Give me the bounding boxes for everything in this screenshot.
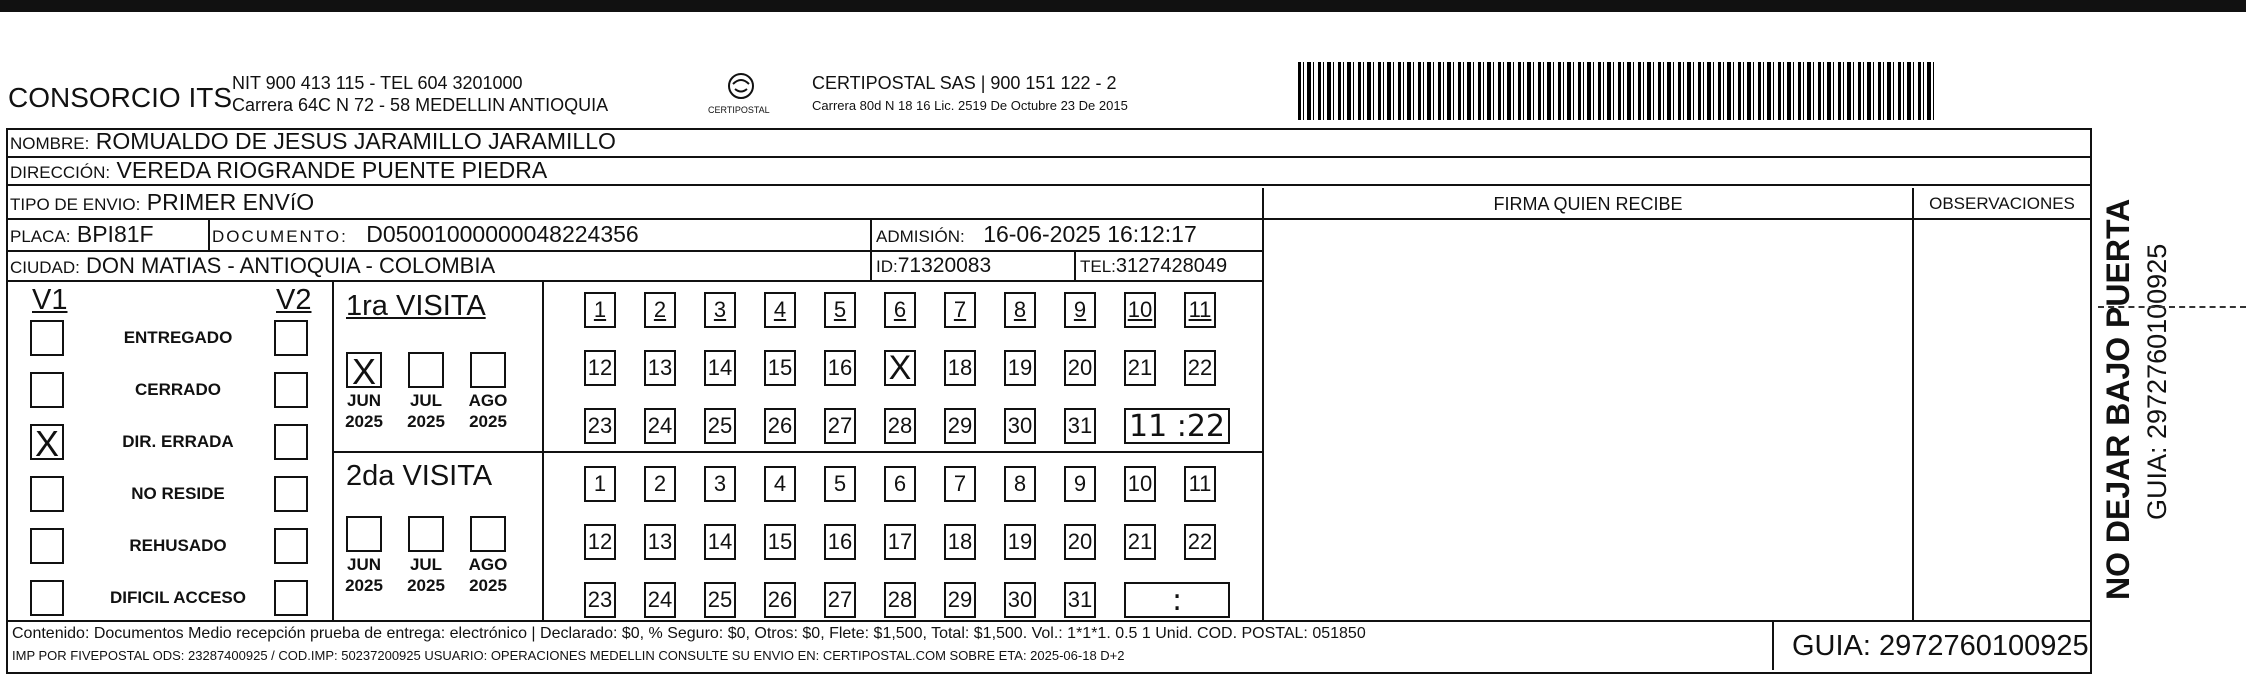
day-number: 27	[827, 587, 853, 612]
day-box[interactable]	[584, 408, 616, 444]
v2-checkbox[interactable]	[274, 320, 308, 356]
day-box[interactable]	[764, 582, 796, 618]
day-number: 18	[947, 355, 973, 380]
day-number: 22	[1187, 355, 1213, 380]
day-number: 31	[1067, 413, 1093, 438]
day-box[interactable]	[1124, 292, 1156, 328]
month-name: JUN	[346, 555, 381, 574]
day-box[interactable]	[1184, 466, 1216, 502]
v1-checkbox[interactable]: X	[30, 424, 64, 460]
day-box[interactable]	[704, 466, 736, 502]
id-value: 71320083	[897, 254, 992, 277]
visit1-title: 1ra VISITA	[346, 290, 486, 322]
day-box[interactable]	[884, 292, 916, 328]
day-number: 11	[1188, 471, 1212, 496]
day-number: 29	[947, 587, 973, 612]
day-box[interactable]	[884, 408, 916, 444]
day-box[interactable]	[944, 582, 976, 618]
day-box[interactable]	[824, 466, 856, 502]
id-row	[876, 252, 991, 281]
day-box[interactable]	[704, 292, 736, 328]
day-number: 18	[947, 529, 973, 554]
status-label: NO RESIDE	[131, 484, 225, 503]
ciudad-row	[10, 252, 495, 282]
row-line	[6, 620, 2090, 622]
day-box[interactable]	[644, 292, 676, 328]
day-box[interactable]	[764, 408, 796, 444]
v1-checkbox[interactable]	[30, 476, 64, 512]
month-name: JUL	[409, 391, 443, 410]
day-box[interactable]	[644, 350, 676, 386]
day-box[interactable]	[824, 582, 856, 618]
day-number: 25	[707, 413, 733, 438]
day-box[interactable]	[884, 524, 916, 560]
month-checkbox[interactable]	[346, 516, 382, 552]
day-box[interactable]	[1064, 524, 1096, 560]
time-box[interactable]: :	[1124, 582, 1230, 618]
day-number: 1	[593, 297, 607, 322]
day-box[interactable]	[884, 582, 916, 618]
day-box[interactable]	[1184, 292, 1216, 328]
day-box[interactable]	[584, 466, 616, 502]
day-number: 9	[1073, 297, 1087, 322]
documento-value: D05001000000048224356	[366, 221, 639, 247]
day-number: 10	[1127, 297, 1153, 322]
day-number: 4	[773, 297, 787, 322]
v1-checkbox[interactable]	[30, 320, 64, 356]
day-number: 19	[1007, 529, 1033, 554]
day-box[interactable]	[944, 408, 976, 444]
month-name: JUL	[409, 555, 443, 574]
day-number: 2	[653, 471, 667, 496]
day-number: 1	[593, 471, 607, 496]
day-box[interactable]	[1004, 350, 1036, 386]
row-divider	[870, 218, 872, 280]
logo-caption: CERTIPOSTAL	[708, 105, 770, 115]
day-box[interactable]	[1004, 582, 1036, 618]
day-box[interactable]	[764, 466, 796, 502]
tel-label: TEL:	[1080, 257, 1116, 276]
day-number: 24	[647, 587, 673, 612]
day-number: 2	[653, 297, 667, 322]
day-box[interactable]	[1124, 350, 1156, 386]
day-number: 13	[647, 355, 673, 380]
day-box[interactable]	[824, 408, 856, 444]
v2-checkbox[interactable]	[274, 580, 308, 616]
day-number: 21	[1127, 529, 1153, 554]
documento-label: DOCUMENTO:	[212, 227, 348, 246]
ciudad-value: DON MATIAS - ANTIOQUIA - COLOMBIA	[86, 253, 496, 278]
day-number: 24	[647, 413, 673, 438]
day-number: 28	[887, 413, 913, 438]
day-number: 3	[713, 471, 727, 496]
day-box[interactable]	[644, 408, 676, 444]
day-number: 26	[767, 413, 793, 438]
day-number: 15	[767, 355, 793, 380]
admision-value: 16-06-2025 16:12:17	[983, 221, 1197, 247]
month-checkbox[interactable]	[470, 516, 506, 552]
status-label: DIR. ERRADA	[122, 432, 234, 451]
day-number: 16	[827, 529, 853, 554]
company-nit: NIT 900 413 115 - TEL 604 3201000	[232, 73, 523, 93]
day-number: 14	[707, 355, 733, 380]
day-number: 11	[1188, 297, 1212, 322]
month-label	[334, 390, 394, 432]
month-label	[396, 554, 456, 596]
day-number: 7	[953, 471, 967, 496]
certipostal-address: Carrera 80d N 18 16 Lic. 2519 De Octubre 23 De 2015	[812, 98, 1128, 113]
day-number: 8	[1013, 471, 1027, 496]
day-box[interactable]	[704, 582, 736, 618]
placa-label: PLACA:	[10, 227, 71, 246]
v2-checkbox[interactable]	[274, 476, 308, 512]
day-box[interactable]	[1004, 408, 1036, 444]
footer-guia: GUIA: 2972760100925	[1792, 630, 2089, 662]
ciudad-label: CIUDAD:	[10, 258, 80, 277]
day-number: X	[888, 348, 912, 387]
status-label: DIFICIL ACCESO	[109, 588, 246, 607]
day-box[interactable]	[584, 524, 616, 560]
day-box[interactable]	[1064, 582, 1096, 618]
day-number: 16	[827, 355, 853, 380]
day-number: 19	[1007, 355, 1033, 380]
tipo-label: TIPO DE ENVIO:	[10, 195, 141, 214]
month-checkbox[interactable]	[408, 516, 444, 552]
direccion-label: DIRECCIÓN:	[10, 163, 111, 182]
tel-row	[1080, 252, 1227, 281]
day-number: 8	[1013, 297, 1027, 322]
v1-heading: V1	[32, 284, 68, 316]
top-edge-bar	[0, 0, 2246, 12]
v1-checkbox[interactable]	[30, 580, 64, 616]
admision-label: ADMISIÓN:	[876, 227, 965, 246]
day-box[interactable]	[944, 292, 976, 328]
month-label	[458, 390, 518, 432]
month-year: 2025	[407, 412, 445, 431]
cut-line	[2098, 306, 2246, 308]
day-number: 13	[647, 529, 673, 554]
v1-checkbox[interactable]	[30, 372, 64, 408]
nombre-row	[10, 127, 616, 158]
day-box[interactable]	[584, 350, 616, 386]
direccion-value: VEREDA RIOGRANDE PUENTE PIEDRA	[116, 157, 548, 183]
month-name: JUN	[346, 391, 381, 410]
day-box[interactable]	[944, 466, 976, 502]
day-box[interactable]	[1064, 350, 1096, 386]
day-box[interactable]	[824, 350, 856, 386]
day-number: 5	[833, 471, 847, 496]
placa-row	[10, 220, 154, 251]
day-box[interactable]	[584, 582, 616, 618]
day-box[interactable]	[824, 292, 856, 328]
nombre-label: NOMBRE:	[10, 134, 90, 153]
footer-divider	[1772, 620, 1774, 670]
row-divider	[208, 218, 210, 250]
month-checkbox[interactable]	[408, 352, 444, 388]
day-number: 9	[1073, 471, 1087, 496]
day-number: 25	[707, 587, 733, 612]
day-box[interactable]	[1004, 466, 1036, 502]
day-number: 28	[887, 587, 913, 612]
day-box[interactable]	[944, 350, 976, 386]
day-number: 17	[887, 529, 913, 554]
firma-header: FIRMA QUIEN RECIBE	[1493, 194, 1683, 214]
day-number: 23	[587, 413, 613, 438]
month-label	[458, 554, 518, 596]
status-label: ENTREGADO	[123, 328, 233, 347]
day-box[interactable]	[1184, 524, 1216, 560]
day-number: 30	[1007, 587, 1033, 612]
day-box[interactable]	[644, 524, 676, 560]
day-number: 12	[587, 529, 613, 554]
day-box[interactable]	[1004, 292, 1036, 328]
day-number: 31	[1067, 587, 1093, 612]
admision-row	[876, 220, 1197, 251]
footer-line-2: IMP POR FIVEPOSTAL ODS: 23287400925 / COD.IMP: 50237200925 USUARIO: OPERACIONES MEDELLIN CONSULTE SU ENVIO EN: CERTIPOSTAL.COM SOBRE ETA: 2025-06-18 D+2	[12, 648, 1125, 663]
tel-value: 3127428049	[1115, 255, 1228, 277]
day-box[interactable]	[764, 524, 796, 560]
v2-checkbox[interactable]	[274, 528, 308, 564]
month-label	[334, 554, 394, 596]
side-guia: GUIA: 2972760100925	[2142, 243, 2172, 520]
day-number: 6	[893, 471, 907, 496]
day-number: 10	[1127, 471, 1153, 496]
month-checkbox[interactable]	[470, 352, 506, 388]
month-name: AGO	[468, 555, 508, 574]
day-number: 27	[827, 413, 853, 438]
day-box[interactable]	[1124, 524, 1156, 560]
month-label	[396, 390, 456, 432]
month-name: AGO	[468, 391, 508, 410]
barcode	[1298, 62, 1938, 120]
day-box[interactable]	[1124, 466, 1156, 502]
day-number: 5	[833, 297, 847, 322]
direccion-row	[10, 156, 547, 187]
visit-divider	[542, 280, 544, 620]
status-label: CERRADO	[135, 380, 221, 399]
day-box[interactable]	[644, 582, 676, 618]
placa-value: BPI81F	[76, 221, 154, 247]
firma-area[interactable]	[1264, 218, 1912, 620]
day-number: 12	[587, 355, 613, 380]
v2-checkbox[interactable]	[274, 372, 308, 408]
company-name: CONSORCIO ITS	[8, 82, 233, 113]
day-box[interactable]	[1064, 466, 1096, 502]
day-number: 3	[713, 297, 727, 322]
tipo-row	[10, 188, 314, 219]
day-number: 22	[1187, 529, 1213, 554]
day-number: 26	[767, 587, 793, 612]
month-checkbox[interactable]: X	[346, 352, 382, 388]
day-number: 15	[767, 529, 793, 554]
day-number: 4	[773, 471, 787, 496]
id-label: ID:	[876, 257, 898, 276]
day-number: 29	[947, 413, 973, 438]
day-box[interactable]	[944, 524, 976, 560]
footer-line-1: Contenido: Documentos Medio recepción prueba de entrega: electrónico | Declarado: $0, % Seguro: $0, Otros: $0, Flete: $1,500, Total: $1,500. Vol.: 1*1*1. 0.5 1 Unid. COD. POSTAL: 051850	[12, 625, 1366, 642]
day-box[interactable]	[764, 350, 796, 386]
day-number: 20	[1067, 529, 1093, 554]
v2-heading: V2	[276, 284, 312, 316]
day-box[interactable]	[1184, 350, 1216, 386]
day-number: 20	[1067, 355, 1093, 380]
day-box[interactable]	[704, 350, 736, 386]
row-divider	[1074, 250, 1076, 280]
v2-checkbox[interactable]	[274, 424, 308, 460]
month-year: 2025	[407, 576, 445, 595]
day-number: 23	[587, 587, 613, 612]
nombre-value: ROMUALDO DE JESUS JARAMILLO JARAMILLO	[95, 128, 616, 154]
visit2-title: 2da VISITA	[346, 460, 493, 492]
observaciones-area[interactable]	[1914, 218, 2088, 620]
day-number: 30	[1007, 413, 1033, 438]
day-box[interactable]	[644, 466, 676, 502]
month-year: 2025	[469, 576, 507, 595]
company-address: Carrera 64C N 72 - 58 MEDELLIN ANTIOQUIA	[232, 95, 609, 115]
visit-separator	[332, 451, 1262, 453]
day-number: 7	[953, 297, 967, 322]
day-box[interactable]	[884, 466, 916, 502]
observaciones-header: OBSERVACIONES	[1929, 194, 2075, 213]
documento-row	[212, 220, 639, 251]
certipostal-line: CERTIPOSTAL SAS | 900 151 122 - 2	[812, 73, 1117, 93]
day-number: 14	[707, 529, 733, 554]
month-year: 2025	[345, 412, 383, 431]
day-box[interactable]	[584, 292, 616, 328]
day-box[interactable]	[824, 524, 856, 560]
day-box[interactable]	[704, 524, 736, 560]
day-box[interactable]	[1004, 524, 1036, 560]
month-year: 2025	[345, 576, 383, 595]
day-number: 21	[1127, 355, 1153, 380]
day-number: 6	[893, 297, 907, 322]
day-box[interactable]	[1064, 292, 1096, 328]
status-label: REHUSADO	[129, 536, 227, 555]
tipo-value: PRIMER ENVíO	[146, 189, 315, 215]
time-box[interactable]: 11 :22	[1124, 408, 1230, 444]
day-box[interactable]	[1064, 408, 1096, 444]
day-box[interactable]	[884, 350, 916, 386]
v1-checkbox[interactable]	[30, 528, 64, 564]
month-year: 2025	[469, 412, 507, 431]
day-box[interactable]	[764, 292, 796, 328]
day-box[interactable]	[704, 408, 736, 444]
side-warning: NO DEJAR BAJO PUERTA	[2100, 198, 2136, 600]
